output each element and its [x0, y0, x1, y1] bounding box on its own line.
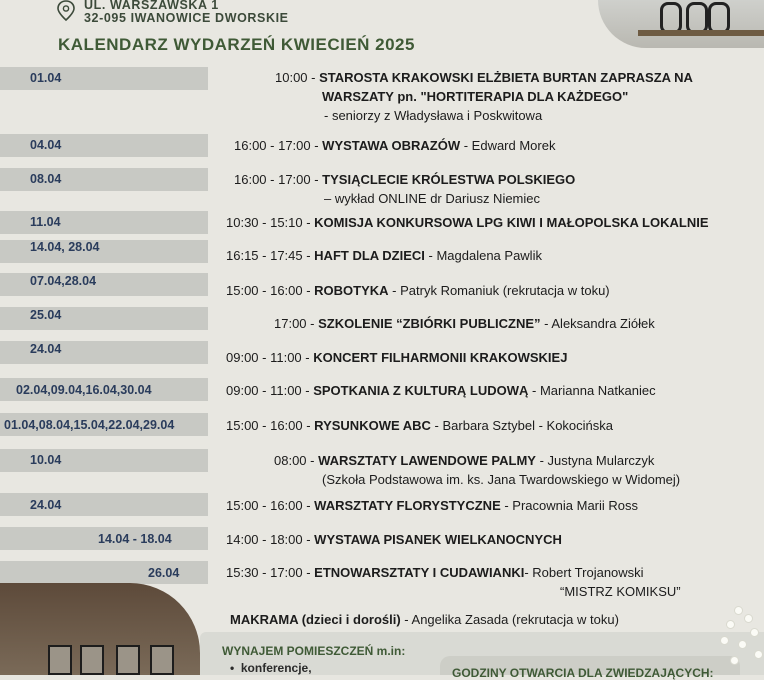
event-details: - Magdalena Pawlik: [424, 248, 542, 263]
event-line: [226, 418, 613, 433]
event-name: STAROSTA KRAKOWSKI ELŻBIETA BURTAN ZAPRASZA NA: [319, 70, 693, 85]
bullet-icon: •: [230, 661, 241, 675]
event-date: 11.04: [30, 215, 61, 229]
event-line: [234, 172, 575, 187]
event-time: 14:00 - 18:00 -: [226, 532, 315, 547]
event-time: 08:00 -: [274, 453, 319, 468]
event-line: [275, 70, 693, 85]
event-date: 25.04: [30, 308, 62, 322]
event-date: 08.04: [30, 172, 62, 186]
event-line: [226, 215, 709, 230]
event-line: [226, 498, 638, 513]
address-line-2: 32-095 IWANOWICE DWORSKIE: [84, 11, 289, 25]
event-date: 26.04: [148, 566, 180, 580]
event-name: ROBOTYKA: [314, 283, 389, 298]
event-line: [226, 283, 610, 298]
address-line-1: UL. WARSZAWSKA 1: [84, 0, 219, 12]
event-date: 02.04,09.04,16.04,30.04: [16, 383, 152, 397]
event-details: - Pracownia Marii Ross: [500, 498, 639, 513]
event-time: 10:00 -: [275, 70, 320, 85]
event-name: KONCERT FILHARMONII KRAKOWSKIEJ: [313, 350, 568, 365]
event-note: – wykład ONLINE dr Dariusz Niemiec: [324, 191, 541, 206]
event-details: - Robert Trojanowski: [524, 565, 644, 580]
event-name-continued: WARSZATY pn. "HORTITERAPIA DLA KAŻDEGO": [322, 89, 629, 104]
event-details: - Aleksandra Ziółek: [540, 316, 655, 331]
event-date: 01.04: [30, 71, 62, 85]
event-time: 15:00 - 16:00 -: [226, 418, 315, 433]
event-line: [234, 138, 555, 153]
event-name: TYSIĄCLECIE KRÓLESTWA POLSKIEGO: [322, 172, 576, 187]
event-name: HAFT DLA DZIECI: [314, 248, 425, 263]
event-time: 09:00 - 11:00 -: [226, 350, 314, 365]
event-date: 24.04: [30, 342, 62, 356]
event-details: - Patryk Romaniuk (rekrutacja w toku): [388, 283, 610, 298]
event-name: RYSUNKOWE ABC: [314, 418, 431, 433]
event-name: WYSTAWA OBRAZÓW: [322, 138, 461, 153]
event-line: [226, 383, 656, 398]
event-line: [274, 316, 655, 331]
event-details: - Edward Morek: [460, 138, 556, 153]
event-note: (Szkoła Podstawowa im. ks. Jana Twardowskiego w Widomej): [322, 472, 681, 487]
event-date: 10.04: [30, 453, 62, 467]
event-line: [226, 248, 542, 263]
event-name: WARSZTATY FLORYSTYCZNE: [314, 498, 501, 513]
event-date: 04.04: [30, 138, 62, 152]
event-line: [226, 532, 562, 547]
event-time: 10:30 - 15:10 -: [226, 215, 315, 230]
event-date: 14.04, 28.04: [30, 240, 100, 254]
header-photo: [598, 0, 764, 48]
rental-title: WYNAJEM POMIESZCZEŃ m.in:: [222, 644, 406, 658]
event-name: ETNOWARSZTATY I CUDAWIANKI: [314, 565, 525, 580]
event-time: 16:00 - 17:00 -: [234, 138, 323, 153]
event-time: 15:00 - 16:00 -: [226, 498, 315, 513]
event-details: - Marianna Natkaniec: [528, 383, 656, 398]
event-line: [274, 453, 654, 468]
flowers-decoration: [712, 600, 764, 675]
event-name: WARSZTATY LAWENDOWE PALMY: [318, 453, 536, 468]
event-details: - Barbara Sztybel - Kokocińska: [430, 418, 614, 433]
gallery-photo: [0, 583, 200, 675]
event-name: SPOTKANIA Z KULTURĄ LUDOWĄ: [313, 383, 529, 398]
event-note: - seniorzy z Władysława i Poskwitowa: [324, 108, 543, 123]
event-date: 07.04,28.04: [30, 274, 97, 288]
event-date: 14.04 - 18.04: [98, 532, 172, 546]
event-details: - Justyna Mularczyk: [535, 453, 655, 468]
makrama-name: MAKRAMA (dzieci i dorośli): [230, 612, 401, 627]
event-name: WYSTAWA PISANEK WIELKANOCNYCH: [314, 532, 562, 547]
event-date: 24.04: [30, 498, 62, 512]
rental-item: [230, 661, 312, 675]
event-time: 09:00 - 11:00 -: [226, 383, 314, 398]
event-name: SZKOLENIE “ZBIÓRKI PUBLICZNE”: [318, 316, 541, 331]
event-time: 17:00 -: [274, 316, 319, 331]
map-pin-icon: [56, 0, 76, 22]
event-note: “MISTRZ KOMIKSU”: [560, 584, 681, 599]
event-name: KOMISJA KONKURSOWA LPG KIWI I MAŁOPOLSKA LOKALNIE: [314, 215, 709, 230]
makrama-details: - Angelika Zasada (rekrutacja w toku): [400, 612, 619, 627]
event-time: 15:00 - 16:00 -: [226, 283, 315, 298]
event-time: 15:30 - 17:00 -: [226, 565, 315, 580]
rental-item-label: konferencje,: [240, 661, 312, 675]
event-line: [226, 350, 567, 365]
event-line: [226, 565, 644, 580]
event-date: 01.04,08.04,15.04,22.04,29.04: [4, 418, 175, 432]
opening-hours-title: GODZINY OTWARCIA DLA ZWIEDZAJĄCYCH:: [452, 666, 714, 680]
makrama-event: [230, 612, 619, 627]
page-title: KALENDARZ WYDARZEŃ KWIECIEŃ 2025: [58, 35, 415, 54]
event-time: 16:15 - 17:45 -: [226, 248, 315, 263]
event-time: 16:00 - 17:00 -: [234, 172, 323, 187]
